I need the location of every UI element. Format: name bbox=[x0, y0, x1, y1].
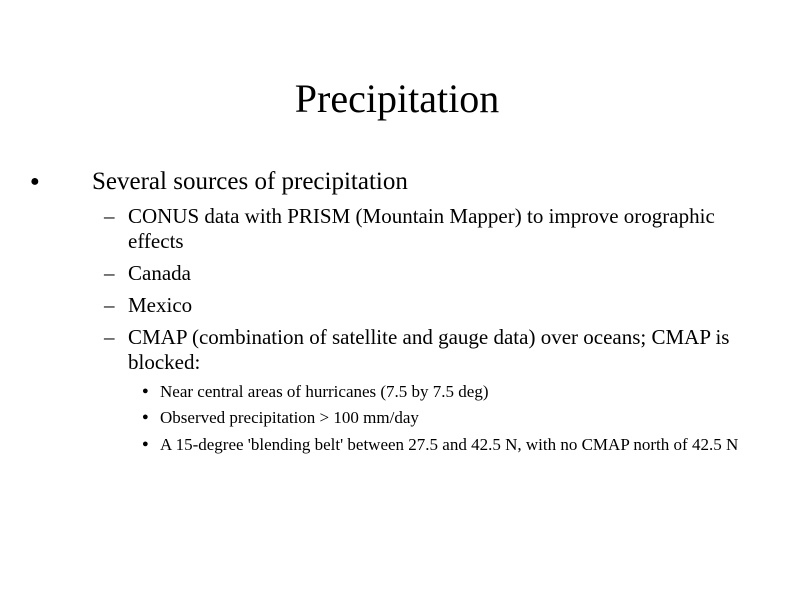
sub-sub-bullet-text: Observed precipitation > 100 mm/day bbox=[160, 408, 419, 427]
sub-bullet-text: Mexico bbox=[128, 293, 193, 317]
sub-sub-bullet-text: A 15-degree 'blending belt' between 27.5 and 42.5 N, with no CMAP north of 42.5 N bbox=[160, 435, 739, 454]
sub-bullet-marker: – bbox=[104, 325, 115, 349]
slide-title: Precipitation bbox=[294, 76, 500, 121]
sub-sub-bullet-text: Near central areas of hurricanes (7.5 by 7.5 deg) bbox=[160, 382, 489, 401]
bullet-text: Several sources of precipitation bbox=[92, 168, 408, 195]
sub-bullet-marker: – bbox=[104, 261, 115, 285]
sub-sub-bullet-marker: ● bbox=[142, 438, 149, 450]
sub-sub-bullet-marker: ● bbox=[142, 411, 149, 423]
sub-bullet-text: CONUS data with PRISM (Mountain Mapper) to improve orographic effects bbox=[128, 204, 715, 253]
sub-sub-bullet-marker: ● bbox=[142, 385, 149, 397]
bullet-marker: ● bbox=[30, 173, 40, 190]
sub-bullet-text: CMAP (combination of satellite and gauge data) over oceans; CMAP is blocked: bbox=[128, 325, 730, 374]
sub-bullet-marker: – bbox=[104, 293, 115, 317]
sub-bullet-marker: – bbox=[104, 204, 115, 228]
sub-bullet-text: Canada bbox=[128, 261, 191, 285]
